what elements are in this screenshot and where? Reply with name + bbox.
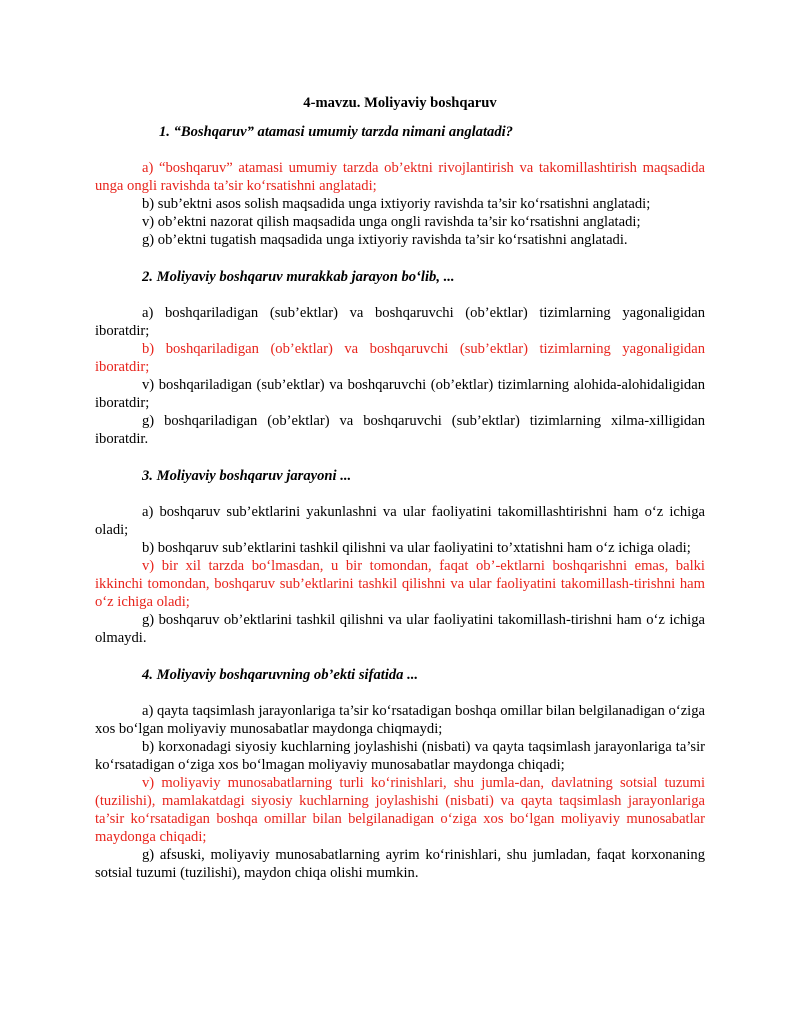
answer-option: g) ob’ektni tugatish maqsadida unga ixtiyoriy ravishda ta’sir koʻrsatishni anglatadi. [142,232,628,248]
document-title: 4-mavzu. Moliyaviy boshqaruv [303,95,497,111]
answer-option-correct: v) moliyaviy munosabatlarning turli koʻrinishlari, shu jumla-dan, davlatning sotsial tuzumi (tuzilishi), mamlakatdagi siyosiy kuchlarning joylashishi (nisbati) va qayta taqsimlash jarayonlariga ta’sir koʻrsatadigan boshqa omillar bilan belgilanadigan oʻziga xos boʻlgan moliyaviy munosabatlar maydonga chiqadi; [95,775,705,845]
answer-option: a) boshqariladigan (sub’ektlar) va boshqaruvchi (ob’ektlar) tizimlarning yagonaligidan iboratdir; [95,305,705,339]
question-1: 1. “Boshqaruv” atamasi umumiy tarzda nimani anglatadi? [159,124,513,140]
answer-option: v) boshqariladigan (sub’ektlar) va boshqaruvchi (ob’ektlar) tizimlarning alohida-alohidaligidan iboratdir; [95,377,705,411]
question-3: 3. Moliyaviy boshqaruv jarayoni ... [142,468,352,484]
answer-option: a) boshqaruv sub’ektlarini yakunlashni va ular faoliyatini takomillashtirishni ham oʻz ichiga oladi; [95,504,705,538]
answer-option: b) sub’ektni asos solish maqsadida unga ixtiyoriy ravishda ta’sir koʻrsatishni anglatadi; [142,196,651,212]
answer-option-correct: a) “boshqaruv” atamasi umumiy tarzda ob’ektni rivojlantirish va takomillashtirish maqsadida unga ongli ravishda ta’sir koʻrsatishni anglatadi; [95,160,705,194]
question-2: 2. Moliyaviy boshqaruv murakkab jarayon boʻlib, ... [142,269,455,285]
answer-option-correct: b) boshqariladigan (ob’ektlar) va boshqaruvchi (sub’ektlar) tizimlarning yagonaligidan iboratdir; [95,341,705,375]
question-4: 4. Moliyaviy boshqaruvning ob’ekti sifatida ... [142,667,419,683]
answer-option: g) boshqaruv ob’ektlarini tashkil qilishni va ular faoliyatini takomillash-tirishni ham oʻz ichiga olmaydi. [95,612,705,646]
answer-option: b) boshqaruv sub’ektlarini tashkil qilishni va ular faoliyatini to’xtatishni ham oʻz ichiga oladi; [142,540,691,556]
document-page [95,94,705,882]
answer-option: g) afsuski, moliyaviy munosabatlarning ayrim koʻrinishlari, shu jumladan, faqat korxonaning sotsial tuzumi (tuzilishi), maydon chiqa olishi mumkin. [95,847,705,881]
answer-option: g) boshqariladigan (ob’ektlar) va boshqaruvchi (sub’ektlar) tizimlarning xilma-xilligidan iboratdir. [95,413,705,447]
answer-option: v) ob’ektni nazorat qilish maqsadida unga ongli ravishda ta’sir koʻrsatishni anglatadi; [142,214,641,230]
answer-option: b) korxonadagi siyosiy kuchlarning joylashishi (nisbati) va qayta taqsimlash jarayonlariga ta’sir koʻrsatadigan oʻziga xos boʻlmagan moliyaviy munosabatlar maydonga chiqadi; [95,739,705,773]
answer-option: a) qayta taqsimlash jarayonlariga ta’sir koʻrsatadigan boshqa omillar bilan belgilanadigan oʻziga xos boʻlgan moliyaviy munosabatlar maydonga chiqmaydi; [95,703,705,737]
answer-option-correct: v) bir xil tarzda boʻlmasdan, u bir tomondan, faqat ob’-ektlarni boshqarishni emas, balki ikkinchi tomondan, boshqaruv sub’ektlarini tashkil qilishni va ular faoliyatini takomillash-tirishni ham oʻz ichiga oladi; [95,558,705,610]
